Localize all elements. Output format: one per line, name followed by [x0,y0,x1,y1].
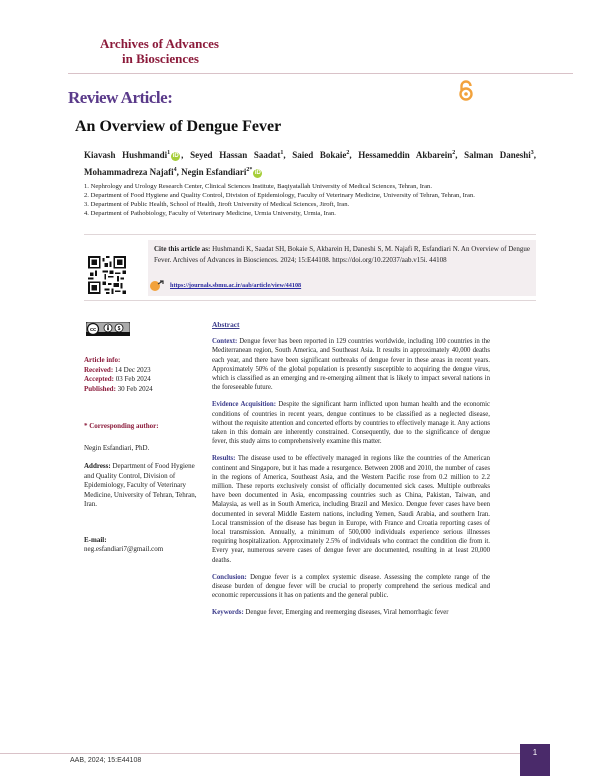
author-name: Negin Esfandiari [181,167,247,177]
abstract-results [212,454,490,564]
author-affiliation-mark: 2* [246,167,253,173]
author-affiliation-mark: 2 [452,150,456,156]
page-number: 1 [532,748,538,757]
author-affiliation-mark: 4 [173,167,177,173]
author-name: Kiavash Hushmandi [84,150,168,160]
author-affiliation-mark: 1 [167,150,171,156]
author-separator: , [349,150,359,160]
evidence-label: Evidence Acquisition: [212,401,276,409]
affiliation: 2. Department of Food Hygiene and Quality Control, Division of Epidemiology, Faculty of Veterinary Medicine, University of Tehran, Tehran, Iran. [84,192,475,199]
citation-divider-top [84,234,536,235]
journal-name [100,36,219,66]
abstract-keywords [212,608,490,617]
open-access-icon [458,80,474,102]
conclusion-label: Conclusion: [212,573,247,581]
article-info-label: Article info: [84,356,121,364]
author-list [84,146,536,180]
orcid-icon[interactable]: iD [254,170,261,176]
author-affiliation-mark: 2 [346,150,350,156]
author-name: Salman Daneshi [464,150,531,160]
keywords-label: Keywords: [212,609,244,617]
address-block [84,462,202,510]
accepted-row [84,375,202,385]
affiliations [84,182,536,218]
email-label: E-mail: [84,535,107,544]
received-date: 14 Dec 2023 [114,365,151,374]
address-text: Department of Food Hygiene and Quality Control, Division of Epidemiology, Faculty of Veterinary Medicine, University of Tehran, Tehran, Iran. [84,462,197,508]
abstract-conclusion [212,573,490,601]
abstract-heading: Abstract [212,320,240,329]
journal-name-line1: Archives of Advances [100,36,219,51]
footer-citation: AAB, 2024; 15:E44108 [70,757,142,764]
journal-name-line2: in Biosciences [122,51,199,66]
article-link[interactable]: https://journals.sbmu.ac.ir/aab/article/view/44108 [170,282,302,289]
article-title: An Overview of Dengue Fever [75,118,282,135]
footer-divider [0,753,520,754]
header-divider [68,73,573,74]
citation-body: Hushmandi K, Saadat SH, Bokaie S, Akbarein H, Daneshi S, M. Najafi R, Esfandiari N. An Overview of Dengue Fever. Archives of Advances in Biosciences. 2024; 15:E44108. https://doi.org/10.22037/aab.v15i. 44108 [154,245,531,264]
link-icon [148,279,166,293]
affiliation: 1. Nephrology and Urology Research Center, Clinical Sciences Institute, Baqiyatallah University of Medical Sciences, Tehran, Iran. [84,183,432,190]
author-separator: , [533,150,537,160]
qr-code-icon[interactable] [88,256,126,294]
corresponding-author-name: Negin Esfandiari, PhD. [84,443,150,452]
author-name: Saied Bokaie [292,150,347,160]
affiliation: 3. Department of Public Health, School of Health, Jiroft University of Medical Sciences, Jiroft, Iran. [84,201,350,208]
context-label: Context: [212,338,238,346]
published-label: Published: [84,384,116,393]
author-separator: , [176,167,182,177]
accepted-date: 03 Feb 2024 [115,375,151,383]
published-date: 30 Feb 2024 [117,384,153,393]
citation-label: Cite this article as: [154,245,211,253]
email-address[interactable]: neg.esfandiari7@gmail.com [84,545,164,553]
author-name: Seyed Hassan Saadat [190,150,281,160]
affiliation: 4. Department of Pathobiology, Faculty of Veterinary Medicine, Urmia University, Urmia, Iran. [84,210,336,217]
svg-text:$: $ [117,326,121,332]
results-text: The disease used to be effectively managed in regions like the countries of the American continent and Singapore, but it has made a resurgence. Between 2008 and 2010, the number of cases in the regions of America, Southeast Asia, and the Western Pacific rose from 0.2 million to 2.2 million. These reports exclusively consist of officially documented sick cases. Multiple outbreaks have been documented in Asia, encompassing countries such as China, Pakistan, Taiwan, and Malaysia, as well as in South America, including Brazil and Mexico. Dengue fever cases have been documented in several Middle Eastern nations, including Yemen, Saudi Arabia, and southern Iran. Local transmission of the disease has begun in Europe, with France and Croatia reporting cases of local transmission. Annually, a minimum of 500,000 individuals experience serious illnesses requiring hospitalization. Approximately 2.5% of individuals who contract the condition die from it. Every year, numerous severe cases of dengue fever are documented, resulting in at least 20,000 deaths. [212,455,491,564]
author-separator: , [181,150,191,160]
context-text: Dengue fever has been reported in 129 countries worldwide, including 100 countries in the Mediterranean region, South America, and Southeast Asia. It results in approximately 40,000 deaths each year, and there have been significant outbreaks of dengue fever in these areas in recent years. Approximately 50% of the global population is presently susceptible to acquiring the dengue virus, which is classified as an emerging and re-emerging ailment that is likely to impact several nations in the foreseeable future. [212,338,490,392]
author-name: Mohammadreza Najafi [84,167,174,177]
author-affiliation-mark: 3 [530,150,534,156]
orcid-icon[interactable]: iD [172,153,179,159]
cc-by-nc-icon[interactable] [86,322,130,336]
conclusion-text: Dengue fever is a complex systemic disease. Assessing the complete range of the disease burden of dengue fever will be crucial to properly comprehend the serious medical and economic repercussions it has on patients and the general public. [212,573,490,600]
article-info [84,356,202,394]
citation-divider-bottom [84,300,536,301]
published-row [84,385,202,395]
corresponding-author [84,422,202,555]
author-separator: , [455,150,465,160]
citation-text [154,244,530,265]
received-label: Received: [84,365,114,374]
article-type: Review Article: [68,88,173,107]
corresponding-author-label: * Corresponding author: [84,422,159,430]
address-label: Address: [84,462,111,470]
accepted-label: Accepted: [84,375,114,383]
author-name: Hessameddin Akbarein [358,150,453,160]
author-affiliation-mark: 1 [280,150,284,156]
svg-text:cc: cc [89,327,97,333]
abstract-context [212,337,490,392]
abstract [212,320,490,626]
results-label: Results: [212,455,236,463]
abstract-evidence [212,400,490,446]
evidence-text: Despite the significant harm inflicted upon human health and the economic conditions of countries in recent years, dengue continues to be classified as a neglected disease, without the requisite attention and concerted efforts by countries to effectively manage it. Any actions taken in this domain are inherently constrained. Consequently, due to the significance of dengue fever, this study aims to comprehensively examine this matter. [212,401,490,446]
keywords-text: Dengue fever, Emerging and reemerging diseases, Viral hemorrhagic fever [245,609,449,617]
received-row [84,366,202,376]
author-separator: , [283,150,293,160]
